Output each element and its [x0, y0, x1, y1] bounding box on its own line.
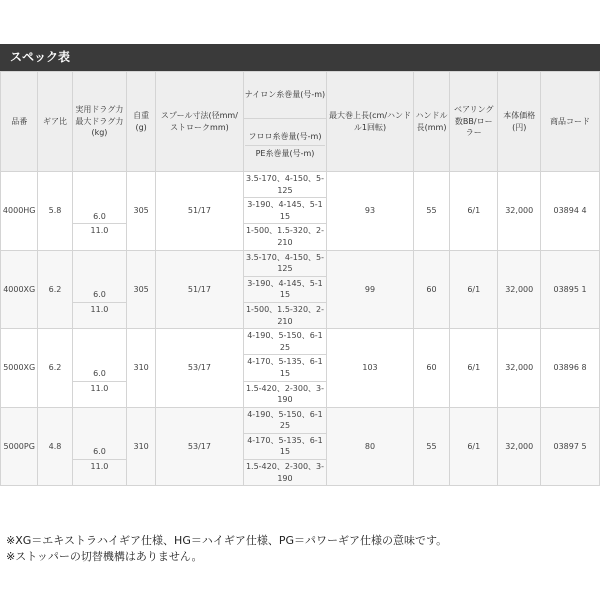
cell-drag-practical: 6.0 [72, 250, 127, 302]
table-row [1, 329, 600, 355]
cell-bearing: 6/1 [450, 407, 498, 486]
cell-handle: 60 [413, 250, 449, 329]
cell-nylon: 3.5-170、4-150、5-125 [243, 172, 326, 198]
cell-handle: 55 [413, 172, 449, 251]
cell-spool: 51/17 [156, 250, 244, 329]
header-code: 商品コード [541, 72, 600, 172]
cell-pe: 1-500、1.5-320、2-210 [243, 224, 326, 250]
cell-model: 4000XG [1, 250, 38, 329]
cell-pe: 1.5-420、2-300、3-190 [243, 460, 326, 486]
cell-bearing: 6/1 [450, 250, 498, 329]
cell-retrieve: 80 [327, 407, 414, 486]
header-drag: 実用ドラグ力 最大ドラグ力 (kg) [72, 72, 127, 172]
cell-drag-practical: 6.0 [72, 407, 127, 459]
table-row [1, 407, 600, 433]
note-gear-types: ※XG＝エキストラハイギア仕様、HG＝ハイギア仕様、PG＝パワーギア仕様の意味です。 [6, 534, 448, 547]
header-bearing: ベアリング数BB/ローラー [450, 72, 498, 172]
cell-gear-ratio: 5.8 [38, 172, 72, 251]
header-row [1, 72, 600, 119]
cell-price: 32,000 [498, 407, 541, 486]
header-weight: 自重(g) [127, 72, 156, 172]
cell-nylon: 3.5-170、4-150、5-125 [243, 250, 326, 276]
cell-fluoro: 4-170、5-135、6-115 [243, 433, 326, 459]
cell-code: 03895 1 [541, 250, 600, 329]
cell-drag-max: 11.0 [72, 302, 127, 328]
cell-weight: 305 [127, 250, 156, 329]
cell-code: 03897 5 [541, 407, 600, 486]
cell-price: 32,000 [498, 172, 541, 251]
cell-bearing: 6/1 [450, 172, 498, 251]
cell-drag-max: 11.0 [72, 381, 127, 407]
cell-bearing: 6/1 [450, 329, 498, 408]
header-model: 品番 [1, 72, 38, 172]
header-fluoro: フロロ糸巻量(号-m) [245, 129, 325, 146]
spec-table [0, 71, 600, 486]
cell-spool: 51/17 [156, 172, 244, 251]
cell-weight: 310 [127, 329, 156, 408]
cell-gear-ratio: 4.8 [38, 407, 72, 486]
cell-gear-ratio: 6.2 [38, 250, 72, 329]
cell-fluoro: 3-190、4-145、5-115 [243, 276, 326, 302]
cell-drag-practical: 6.0 [72, 172, 127, 224]
cell-weight: 305 [127, 172, 156, 251]
cell-drag-max: 11.0 [72, 224, 127, 250]
cell-drag-practical: 6.0 [72, 329, 127, 381]
header-nylon: ナイロン糸巻量(号-m) [243, 72, 326, 119]
cell-retrieve: 93 [327, 172, 414, 251]
header-pe: PE糸巻量(号-m) [255, 148, 315, 158]
cell-model: 5000PG [1, 407, 38, 486]
cell-pe: 1.5-420、2-300、3-190 [243, 381, 326, 407]
cell-model: 5000XG [1, 329, 38, 408]
cell-drag-max: 11.0 [72, 460, 127, 486]
cell-retrieve: 99 [327, 250, 414, 329]
header-handle: ハンドル長(mm) [413, 72, 449, 172]
header-retrieve: 最大巻上長(cm/ハンドル1回転) [327, 72, 414, 172]
cell-weight: 310 [127, 407, 156, 486]
cell-fluoro: 3-190、4-145、5-115 [243, 198, 326, 224]
header-gear-ratio: ギア比 [38, 72, 72, 172]
cell-pe: 1-500、1.5-320、2-210 [243, 302, 326, 328]
table-row [1, 250, 600, 276]
note-stopper: ※ストッパーの切替機構はありません。 [6, 550, 203, 563]
cell-gear-ratio: 6.2 [38, 329, 72, 408]
table-row [1, 172, 600, 198]
cell-model: 4000HG [1, 172, 38, 251]
notes [6, 533, 596, 565]
cell-fluoro: 4-170、5-135、6-115 [243, 355, 326, 381]
header-line-capacity [243, 119, 326, 172]
cell-handle: 55 [413, 407, 449, 486]
cell-retrieve: 103 [327, 329, 414, 408]
cell-nylon: 4-190、5-150、6-125 [243, 407, 326, 433]
cell-nylon: 4-190、5-150、6-125 [243, 329, 326, 355]
cell-price: 32,000 [498, 250, 541, 329]
header-price: 本体価格(円) [498, 72, 541, 172]
cell-code: 03894 4 [541, 172, 600, 251]
cell-price: 32,000 [498, 329, 541, 408]
cell-spool: 53/17 [156, 329, 244, 408]
section-title: スペック表 [0, 44, 600, 71]
cell-handle: 60 [413, 329, 449, 408]
header-spool: スプール寸法(径mm/ストロークmm) [156, 72, 244, 172]
cell-spool: 53/17 [156, 407, 244, 486]
cell-code: 03896 8 [541, 329, 600, 408]
